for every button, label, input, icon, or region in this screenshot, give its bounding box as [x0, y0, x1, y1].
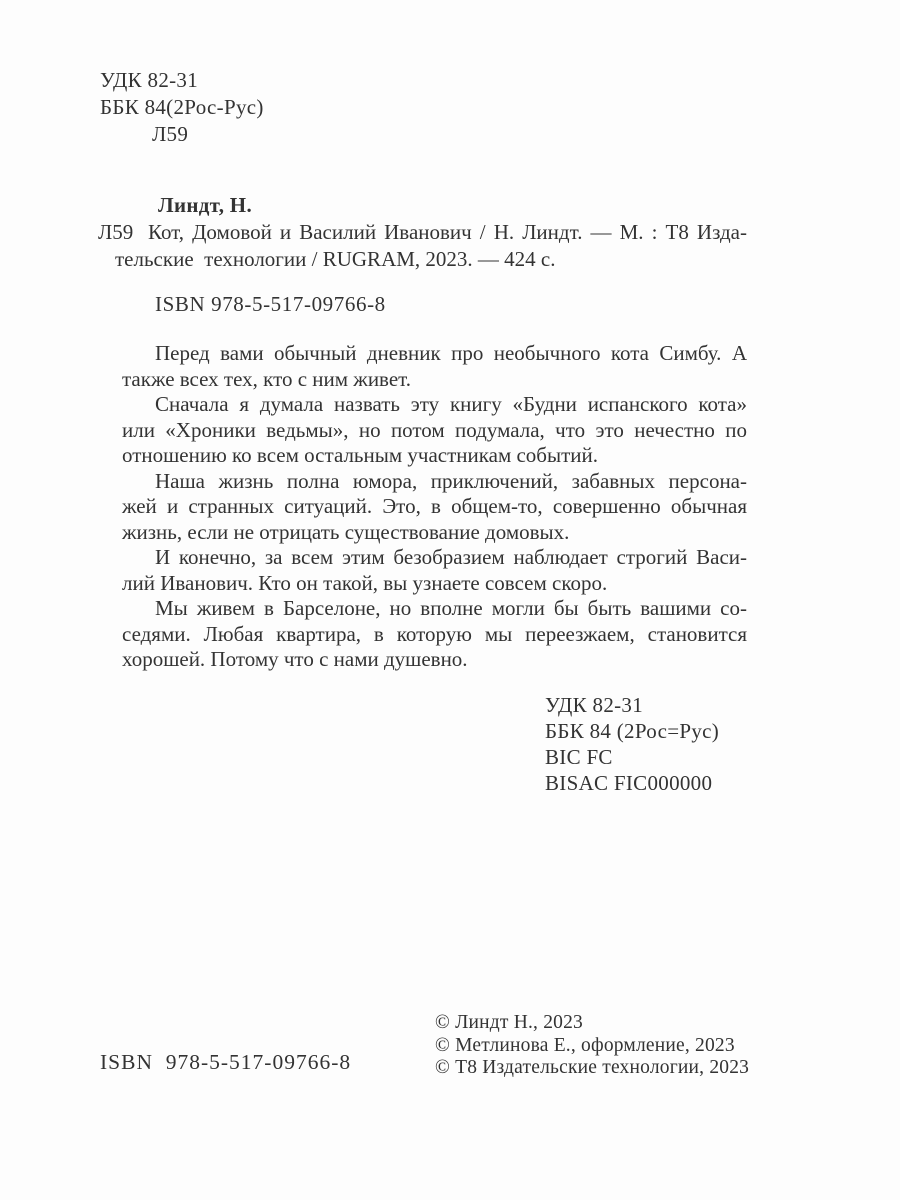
annotation-line: И конечно, за всем этим безобразием наблюдает строгий Васи-	[155, 545, 747, 569]
annotation-line: Перед вами обычный дневник про необычного кота Симбу. А	[155, 341, 747, 365]
annotation-text	[122, 341, 747, 673]
annotation-line: жизнь, если не отрицать существование домовых.	[122, 519, 570, 544]
copyright-designer: © Метлинова Е., оформление, 2023	[435, 1034, 735, 1056]
top-classification-block	[100, 67, 264, 148]
classification-bbk: ББК 84 (2Рос=Рус)	[545, 718, 720, 743]
annotation-line: лий Иванович. Кто он такой, вы узнаете совсем скоро.	[122, 570, 608, 595]
annotation-line: или «Хроники ведьмы», но потом подумала, что это нечестно по	[122, 417, 747, 442]
annotation-line: отношению ко всем остальным участникам событий.	[122, 443, 599, 467]
annotation-line: Сначала я думала назвать эту книгу «Будни испанского кота»	[155, 392, 747, 416]
annotation-line: хорошей. Потому что с нами душевно.	[122, 647, 468, 671]
classification-udk: УДК 82-31	[545, 693, 644, 717]
copyright-publisher: © Т8 Издательские технологии, 2023	[435, 1057, 750, 1079]
catalog-entry-line-2: тельские технологии / RUGRAM, 2023. — 424 с.	[115, 247, 556, 271]
bbk-code: ББК 84(2Рос-Рус)	[100, 95, 264, 119]
isbn-bottom: ISBN 978-5-517-09766-8	[100, 1050, 352, 1074]
catalog-author-sign: Л59	[98, 220, 134, 244]
annotation-line: Мы живем в Барселоне, но вполне могли бы быть вашими со-	[155, 596, 747, 620]
isbn-top: ISBN 978-5-517-09766-8	[155, 292, 386, 316]
classification-block	[545, 693, 719, 797]
catalog-entry-line-1: Кот, Домовой и Василий Иванович / Н. Линдт. — М. : Т8 Изда-	[148, 220, 747, 244]
catalog-entry	[98, 219, 747, 273]
annotation-line: также всех тех, кто с ним живет.	[122, 366, 412, 391]
udk-code: УДК 82-31	[100, 68, 199, 92]
annotation-line: седями. Любая квартира, в которую мы переезжаем, становится	[122, 621, 747, 646]
copyright-block	[435, 1012, 749, 1080]
classification-bic: BIC FC	[545, 744, 613, 769]
annotation-line: Наша жизнь полна юмора, приключений, забавных персона-	[155, 468, 747, 493]
annotation-line: жей и странных ситуаций. Это, в общем-то, совершенно обычная	[122, 494, 747, 518]
catalog-author: Линдт, Н.	[158, 193, 252, 217]
classification-bisac: BISAC FIC000000	[545, 770, 713, 795]
copyright-author: © Линдт Н., 2023	[435, 1012, 584, 1033]
author-sign-code: Л59	[152, 122, 189, 146]
